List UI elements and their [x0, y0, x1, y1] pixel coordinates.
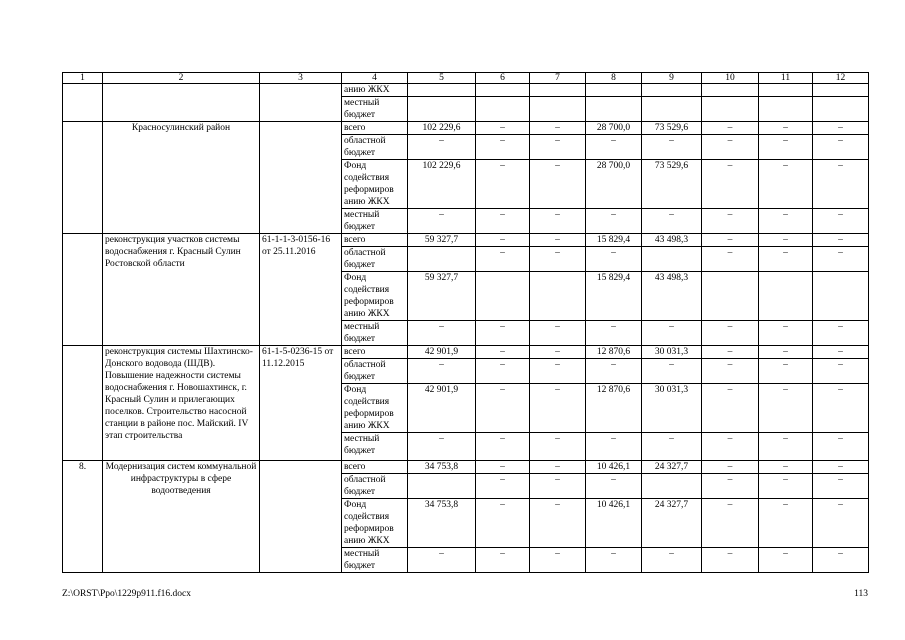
value-cell: – — [813, 461, 869, 474]
cell-code — [260, 84, 342, 122]
value-cell: – — [759, 433, 813, 461]
document-table — [62, 72, 868, 573]
cell-name — [103, 84, 260, 122]
value-cell: – — [530, 461, 586, 474]
value-cell: – — [813, 122, 869, 135]
value-cell: 15 829,4 — [586, 272, 642, 321]
value-cell: – — [586, 209, 642, 234]
value-cell: – — [476, 346, 530, 359]
value-cell: – — [759, 122, 813, 135]
object-name: Модернизация систем коммунальной инфраструктуры в сфере водоотведения — [103, 461, 260, 573]
source-label: Фонд содействия реформиров анию ЖКХ — [342, 499, 408, 548]
value-cell: – — [759, 548, 813, 573]
header-cell: 2 — [103, 73, 260, 84]
value-cell: – — [476, 234, 530, 247]
page-number: 113 — [854, 589, 868, 599]
footer-path: Z:\ORST\Ppo\1229p911.f16.docx — [62, 589, 191, 599]
source-label: областной бюджет — [342, 474, 408, 499]
value-cell: – — [476, 359, 530, 384]
source-label: Фонд содействия реформиров анию ЖКХ — [342, 272, 408, 321]
value-cell — [759, 272, 813, 321]
table-row — [63, 461, 869, 474]
value-cell: 73 529,6 — [642, 160, 702, 209]
cell-number — [63, 84, 103, 122]
program-table — [62, 72, 869, 573]
object-code: 61-1-5-0236-15 от 11.12.2015 — [260, 346, 342, 461]
value-cell — [702, 272, 759, 321]
value-cell: – — [586, 247, 642, 272]
value-cell: 42 901,9 — [408, 346, 476, 359]
value-cell: – — [586, 433, 642, 461]
header-cell: 8 — [586, 73, 642, 84]
value-cell: – — [813, 160, 869, 209]
value-cell: 34 753,8 — [408, 461, 476, 474]
value-cell: – — [759, 384, 813, 433]
value-cell: – — [530, 234, 586, 247]
value-cell: 43 498,3 — [642, 272, 702, 321]
table-row — [63, 234, 869, 247]
value-cell: – — [702, 247, 759, 272]
value-cell: 30 031,3 — [642, 346, 702, 359]
value-cell — [642, 247, 702, 272]
value-cell: – — [476, 461, 530, 474]
source-label: всего — [342, 122, 408, 135]
value-cell: – — [759, 474, 813, 499]
source-label: анию ЖКХ — [342, 84, 408, 97]
value-cell: – — [702, 321, 759, 346]
value-cell — [813, 272, 869, 321]
value-cell: 10 426,1 — [586, 499, 642, 548]
value-cell: 30 031,3 — [642, 384, 702, 433]
value-cell: – — [759, 135, 813, 160]
table-row — [63, 346, 869, 359]
header-row — [63, 73, 869, 84]
value-cell: – — [759, 321, 813, 346]
value-cell: – — [759, 160, 813, 209]
object-code: 61-1-1-3-0156-16 от 25.11.2016 — [260, 234, 342, 346]
value-cell: – — [408, 433, 476, 461]
header-cell: 9 — [642, 73, 702, 84]
value-cell: – — [476, 433, 530, 461]
value-cell: – — [586, 548, 642, 573]
value-cell: – — [530, 433, 586, 461]
header-cell: 3 — [260, 73, 342, 84]
value-cell: – — [759, 247, 813, 272]
value-cell: – — [586, 359, 642, 384]
value-cell: 10 426,1 — [586, 461, 642, 474]
value-cell: – — [759, 359, 813, 384]
source-label: местный бюджет — [342, 548, 408, 573]
object-name: реконструкция участков системы водоснабжения г. Красный Сулин Ростовской области — [103, 234, 260, 346]
value-cell: – — [408, 209, 476, 234]
value-cell: – — [813, 247, 869, 272]
value-cell: – — [642, 321, 702, 346]
header-cell: 11 — [759, 73, 813, 84]
source-label: местный бюджет — [342, 209, 408, 234]
value-cell: – — [476, 247, 530, 272]
value-cell: – — [759, 461, 813, 474]
value-cell: – — [702, 209, 759, 234]
value-cell: – — [530, 359, 586, 384]
header-cell: 6 — [476, 73, 530, 84]
value-cell: – — [530, 548, 586, 573]
section-name: Красносулинский район — [103, 122, 260, 234]
value-cell — [408, 247, 476, 272]
value-cell: 24 327,7 — [642, 461, 702, 474]
value-cell: 15 829,4 — [586, 234, 642, 247]
source-label: всего — [342, 346, 408, 359]
value-cell: – — [586, 321, 642, 346]
value-cell: – — [759, 209, 813, 234]
value-cell: – — [813, 359, 869, 384]
value-cell: – — [642, 433, 702, 461]
value-cell: – — [642, 359, 702, 384]
value-cell: – — [476, 122, 530, 135]
source-label: местный бюджет — [342, 321, 408, 346]
value-cell: – — [813, 433, 869, 461]
value-cell: 28 700,0 — [586, 160, 642, 209]
value-cell: – — [530, 160, 586, 209]
value-cell: – — [813, 209, 869, 234]
value-cell: – — [642, 135, 702, 160]
value-cell: – — [813, 548, 869, 573]
value-cell: – — [642, 209, 702, 234]
object-name: реконструкция системы Шахтинско-Донского водовода (ШДВ). Повышение надежности системы водоснабжения г. Новошахтинск, г. Красный Сулин и прилегающих поселков. Строительство насосной станции в районе пос. Майский. IV этап строительства — [103, 346, 260, 461]
value-cell: – — [476, 135, 530, 160]
value-cell: 12 870,6 — [586, 346, 642, 359]
value-cell: – — [702, 474, 759, 499]
value-cell: – — [530, 384, 586, 433]
value-cell: 24 327,7 — [642, 499, 702, 548]
header-cell: 5 — [408, 73, 476, 84]
source-label: Фонд содействия реформиров анию ЖКХ — [342, 160, 408, 209]
value-cell: 28 700,0 — [586, 122, 642, 135]
value-cell: – — [702, 433, 759, 461]
value-cell — [476, 272, 530, 321]
value-cell: 102 229,6 — [408, 160, 476, 209]
source-label: всего — [342, 234, 408, 247]
value-cell: 73 529,6 — [642, 122, 702, 135]
value-cell: – — [476, 474, 530, 499]
value-cell: – — [759, 346, 813, 359]
row-number: 8. — [63, 461, 103, 573]
value-cell: – — [702, 384, 759, 433]
source-label: областной бюджет — [342, 135, 408, 160]
value-cell: – — [702, 346, 759, 359]
header-cell: 1 — [63, 73, 103, 84]
value-cell: – — [476, 321, 530, 346]
value-cell: – — [702, 160, 759, 209]
value-cell: – — [530, 122, 586, 135]
value-cell: – — [476, 499, 530, 548]
header-cell: 12 — [813, 73, 869, 84]
value-cell: – — [702, 499, 759, 548]
value-cell: – — [408, 548, 476, 573]
value-cell — [530, 272, 586, 321]
header-cell: 4 — [342, 73, 408, 84]
value-cell: – — [586, 474, 642, 499]
value-cell: – — [813, 135, 869, 160]
header-cell: 10 — [702, 73, 759, 84]
value-cell: – — [813, 474, 869, 499]
value-cell: – — [476, 384, 530, 433]
value-cell: – — [702, 461, 759, 474]
value-cell: – — [408, 359, 476, 384]
value-cell: – — [702, 548, 759, 573]
value-cell: – — [702, 234, 759, 247]
value-cell: – — [530, 474, 586, 499]
value-cell: – — [530, 135, 586, 160]
value-cell: – — [813, 346, 869, 359]
value-cell: – — [813, 499, 869, 548]
source-label: областной бюджет — [342, 359, 408, 384]
value-cell: – — [759, 499, 813, 548]
value-cell: – — [642, 548, 702, 573]
value-cell: 43 498,3 — [642, 234, 702, 247]
value-cell: – — [530, 346, 586, 359]
value-cell: 12 870,6 — [586, 384, 642, 433]
table-row — [63, 84, 869, 97]
value-cell: – — [813, 321, 869, 346]
value-cell: – — [530, 247, 586, 272]
value-cell: – — [530, 321, 586, 346]
table-row — [63, 122, 869, 135]
value-cell: 59 327,7 — [408, 272, 476, 321]
source-label: областной бюджет — [342, 247, 408, 272]
value-cell — [642, 474, 702, 499]
value-cell: 59 327,7 — [408, 234, 476, 247]
value-cell: – — [530, 209, 586, 234]
value-cell: – — [408, 135, 476, 160]
value-cell: 102 229,6 — [408, 122, 476, 135]
source-label: местный бюджет — [342, 433, 408, 461]
value-cell: – — [476, 209, 530, 234]
value-cell: – — [586, 135, 642, 160]
value-cell: – — [702, 359, 759, 384]
source-label: местный бюджет — [342, 97, 408, 122]
value-cell: – — [530, 499, 586, 548]
value-cell: – — [813, 234, 869, 247]
value-cell: – — [759, 234, 813, 247]
source-label: всего — [342, 461, 408, 474]
value-cell: – — [476, 160, 530, 209]
value-cell: – — [702, 122, 759, 135]
header-cell: 7 — [530, 73, 586, 84]
value-cell: – — [408, 321, 476, 346]
value-cell: – — [476, 548, 530, 573]
value-cell: 34 753,8 — [408, 499, 476, 548]
value-cell: 42 901,9 — [408, 384, 476, 433]
source-label: Фонд содействия реформиров анию ЖКХ — [342, 384, 408, 433]
value-cell: – — [813, 384, 869, 433]
value-cell: – — [702, 135, 759, 160]
value-cell — [408, 474, 476, 499]
